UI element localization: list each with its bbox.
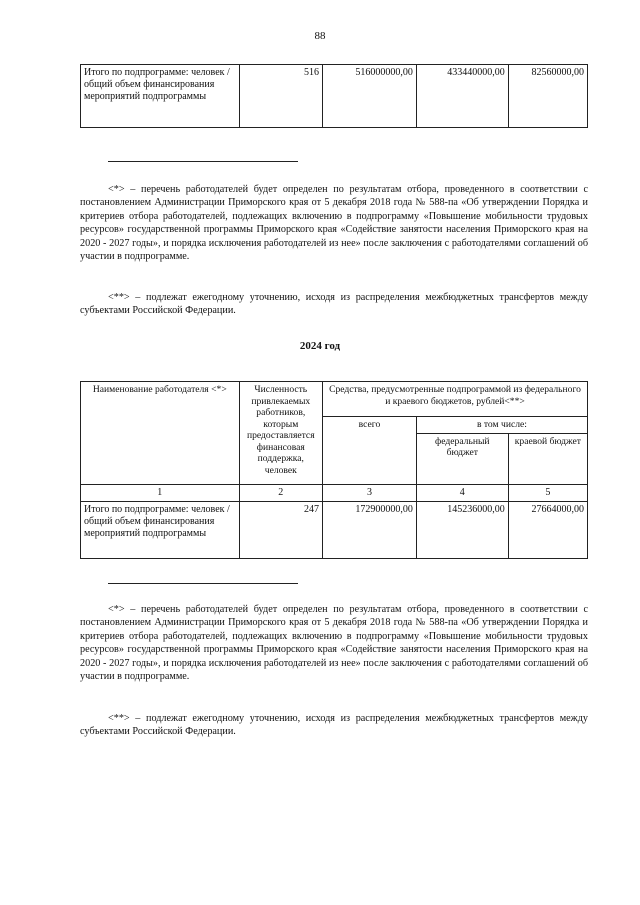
header-federal: федеральный бюджет xyxy=(416,433,508,484)
federal-cell: 433440000,00 xyxy=(416,65,508,128)
row-label: Итого по подпрограмме: человек / общий объем финансирования мероприятий подпрограммы xyxy=(81,501,240,558)
summary-table-2024 xyxy=(80,381,588,559)
header-including: в том числе: xyxy=(416,417,587,434)
row-label: Итого по подпрограмме: человек / общий объем финансирования мероприятий подпрограммы xyxy=(81,65,240,128)
header-total: всего xyxy=(323,417,417,485)
column-numbers-row xyxy=(81,484,588,501)
header-funds: Средства, предусмотренные подпрограммой из федерального и краевого бюджетов, рублей<**> xyxy=(323,382,588,417)
regional-cell: 27664000,00 xyxy=(508,501,587,558)
footnote-double-star: <**> – подлежат ежегодному уточнению, исходя из распределения межбюджетных трансфертов между субъектами Российской Федерации. xyxy=(80,713,588,738)
table-row xyxy=(81,65,588,128)
header-workers: Численность привлекаемых работников, которым предоставляется финансовая поддержка, человек xyxy=(239,382,322,485)
federal-cell: 145236000,00 xyxy=(416,501,508,558)
workers-cell: 247 xyxy=(239,501,322,558)
workers-cell: 516 xyxy=(239,65,322,128)
col-number: 1 xyxy=(81,484,240,501)
table-row xyxy=(81,501,588,558)
footnote-divider xyxy=(108,583,298,584)
regional-cell: 82560000,00 xyxy=(508,65,587,128)
col-number: 4 xyxy=(416,484,508,501)
col-number: 2 xyxy=(239,484,322,501)
col-number: 5 xyxy=(508,484,587,501)
summary-table-prev xyxy=(80,64,588,128)
total-cell: 516000000,00 xyxy=(323,65,417,128)
col-number: 3 xyxy=(323,484,417,501)
year-heading: 2024 год xyxy=(299,340,341,352)
header-employer: Наименование работодателя <*> xyxy=(81,382,240,485)
header-regional: краевой бюджет xyxy=(508,433,587,484)
page-number: 88 xyxy=(314,30,326,42)
total-cell: 172900000,00 xyxy=(323,501,417,558)
footnote-star: <*> – перечень работодателей будет определен по результатам отбора, проведенного в соответствии с постановлением Администрации Приморского края от 5 декабря 2018 года № 588-па «Об утверждении Порядка и критериев отбора работодателей, подлежащих включению в подпрограмму «Повышение мобильности трудовых ресурсов» государственной программы Приморского края «Содействие занятости населения Приморского края на 2020 - 2027 годы», и порядка исключения работодателей из нее» после заключения с работодателями соглашений об участии в подпрограмме. xyxy=(80,184,588,263)
footnote-divider xyxy=(108,161,298,162)
footnote-double-star: <**> – подлежат ежегодному уточнению, исходя из распределения межбюджетных трансфертов между субъектами Российской Федерации. xyxy=(80,292,588,317)
footnote-star: <*> – перечень работодателей будет определен по результатам отбора, проведенного в соответствии с постановлением Администрации Приморского края от 5 декабря 2018 года № 588-па «Об утверждении Порядка и критериев отбора работодателей, подлежащих включению в подпрограмму «Повышение мобильности трудовых ресурсов» государственной программы Приморского края «Содействие занятости населения Приморского края на 2020 - 2027 годы», и порядка исключения работодателей из нее» после заключения с работодателями соглашений об участии в подпрограмме. xyxy=(80,604,588,683)
